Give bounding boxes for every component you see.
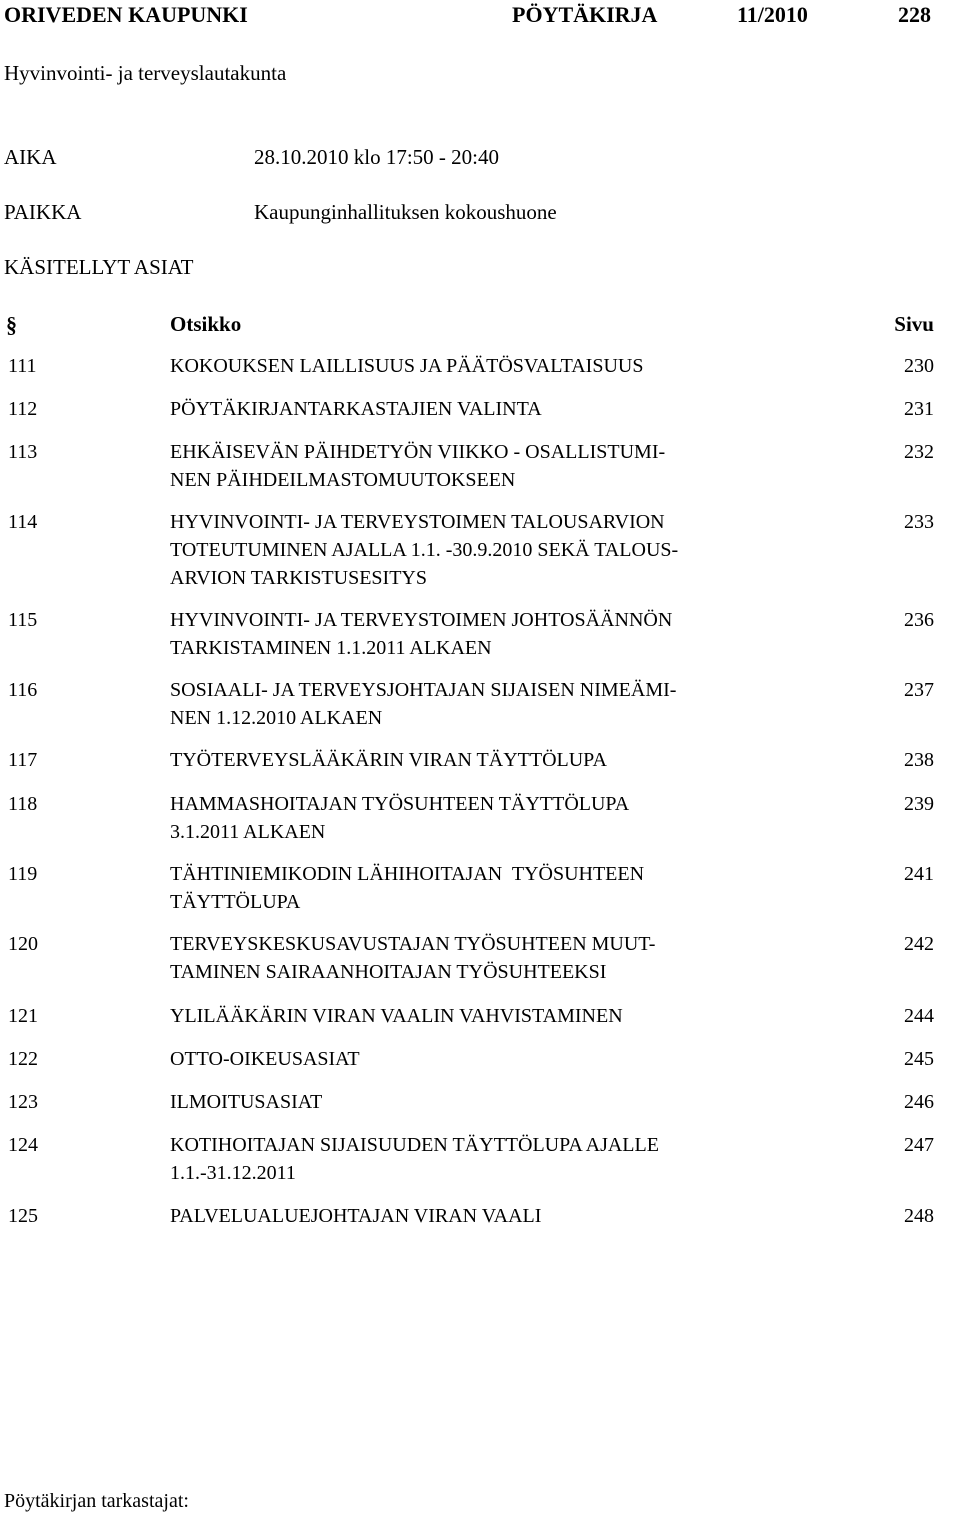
agenda-item-page: 238 (904, 749, 934, 771)
agenda-item-page: 237 (904, 679, 934, 701)
agenda-item-page: 239 (904, 793, 934, 815)
municipality-name: ORIVEDEN KAUPUNKI (4, 2, 248, 27)
agenda-item-number: 120 (8, 933, 38, 955)
reviewers-label: Pöytäkirjan tarkastajat: (4, 1490, 189, 1512)
agenda-item-page: 248 (904, 1205, 934, 1227)
agenda-item-number: 121 (8, 1005, 38, 1027)
agenda-item-title-line: KOTIHOITAJAN SIJAISUUDEN TÄYTTÖLUPA AJALLE (170, 1134, 659, 1156)
agenda-item-number: 115 (8, 609, 38, 631)
agenda-item-number: 112 (8, 398, 38, 420)
agenda-item-title-line: HAMMASHOITAJAN TYÖSUHTEEN TÄYTTÖLUPA (170, 793, 630, 815)
agenda-item-title (170, 1088, 770, 1116)
agenda-item-title (170, 1131, 770, 1187)
agenda-item-title-line: SOSIAALI- JA TERVEYSJOHTAJAN SIJAISEN NIMEÄMI- (170, 679, 677, 701)
agenda-item-title-line: ARVION TARKISTUSESITYS (170, 567, 428, 589)
agenda-item-number: 125 (8, 1205, 38, 1227)
agenda-item-page: 236 (904, 609, 934, 631)
agenda-item-title-line: HYVINVOINTI- JA TERVEYSTOIMEN TALOUSARVION (170, 511, 665, 533)
agenda-item-title (170, 352, 770, 380)
time-value: 28.10.2010 klo 17:50 - 20:40 (254, 145, 499, 169)
agenda-item-title-line: OTTO-OIKEUSASIAT (170, 1048, 360, 1070)
document-number: 11/2010 (737, 2, 808, 27)
agenda-item-page: 246 (904, 1091, 934, 1113)
agenda-item-page: 245 (904, 1048, 934, 1070)
place-value: Kaupunginhallituksen kokoushuone (254, 200, 557, 224)
section-symbol: § (6, 312, 17, 337)
agenda-item-title (170, 395, 770, 423)
column-page-heading: Sivu (894, 312, 934, 336)
agenda-item-title (170, 746, 770, 774)
agenda-item-page: 247 (904, 1134, 934, 1156)
agenda-item-title-line: PÖYTÄKIRJANTARKASTAJIEN VALINTA (170, 398, 542, 420)
page-number: 228 (898, 2, 931, 27)
time-label: AIKA (4, 145, 57, 169)
board-name: Hyvinvointi- ja terveyslautakunta (4, 61, 287, 85)
agenda-item-title (170, 606, 770, 662)
agenda-item-title-line: NEN PÄIHDEILMASTOMUUTOKSEEN (170, 469, 516, 491)
agenda-item-page: 241 (904, 863, 934, 885)
agenda-item-title-line: TERVEYSKESKUSAVUSTAJAN TYÖSUHTEEN MUUT- (170, 933, 656, 955)
agenda-item-title (170, 508, 770, 592)
agenda-item-title-line: TÄHTINIEMIKODIN LÄHIHOITAJAN TYÖSUHTEEN (170, 863, 645, 885)
agenda-item-title-line: ILMOITUSASIAT (170, 1091, 323, 1113)
agenda-item-title-line: NEN 1.12.2010 ALKAEN (170, 707, 383, 729)
agenda-item-title-line: YLILÄÄKÄRIN VIRAN VAALIN VAHVISTAMINEN (170, 1005, 623, 1027)
agenda-item-title-line: EHKÄISEVÄN PÄIHDETYÖN VIIKKO - OSALLISTUMI- (170, 441, 666, 463)
agenda-item-title (170, 676, 770, 732)
agenda-item-number: 114 (8, 511, 38, 533)
agenda-item-number: 117 (8, 749, 38, 771)
agenda-item-page: 244 (904, 1005, 934, 1027)
agenda-item-title (170, 1202, 770, 1230)
column-title-heading: Otsikko (170, 312, 242, 336)
agenda-item-number: 113 (8, 441, 38, 463)
agenda-item-title (170, 930, 770, 986)
agenda-item-number: 122 (8, 1048, 38, 1070)
agenda-item-title-line: TYÖTERVEYSLÄÄKÄRIN VIRAN TÄYTTÖLUPA (170, 749, 607, 771)
agenda-item-title (170, 1045, 770, 1073)
agenda-item-title (170, 860, 770, 916)
agenda-item-number: 111 (8, 355, 37, 377)
agenda-item-page: 230 (904, 355, 934, 377)
agenda-item-title-line: HYVINVOINTI- JA TERVEYSTOIMEN JOHTOSÄÄNNÖN (170, 609, 673, 631)
agenda-item-page: 232 (904, 441, 934, 463)
agenda-item-title-line: PALVELUALUEJOHTAJAN VIRAN VAALI (170, 1205, 542, 1227)
agenda-item-title-line: 3.1.2011 ALKAEN (170, 821, 326, 843)
agenda-item-title-line: 1.1.-31.12.2011 (170, 1162, 296, 1184)
agenda-item-title (170, 438, 770, 494)
document-type: PÖYTÄKIRJA (512, 2, 658, 27)
section-heading: KÄSITELLYT ASIAT (4, 255, 194, 279)
agenda-item-number: 118 (8, 793, 38, 815)
agenda-item-title-line: KOKOUKSEN LAILLISUUS JA PÄÄTÖSVALTAISUUS (170, 355, 644, 377)
agenda-item-page: 233 (904, 511, 934, 533)
agenda-item-number: 123 (8, 1091, 38, 1113)
agenda-item-title-line: TARKISTAMINEN 1.1.2011 ALKAEN (170, 637, 492, 659)
agenda-item-number: 124 (8, 1134, 38, 1156)
agenda-item-number: 116 (8, 679, 38, 701)
agenda-item-title-line: TÄYTTÖLUPA (170, 891, 301, 913)
agenda-item-title-line: TOTEUTUMINEN AJALLA 1.1. -30.9.2010 SEKÄ TALOUS- (170, 539, 679, 561)
agenda-item-page: 231 (904, 398, 934, 420)
agenda-item-title (170, 790, 770, 846)
agenda-item-title-line: TAMINEN SAIRAANHOITAJAN TYÖSUHTEEKSI (170, 961, 607, 983)
agenda-item-page: 242 (904, 933, 934, 955)
agenda-item-title (170, 1002, 770, 1030)
agenda-item-number: 119 (8, 863, 38, 885)
place-label: PAIKKA (4, 200, 82, 224)
